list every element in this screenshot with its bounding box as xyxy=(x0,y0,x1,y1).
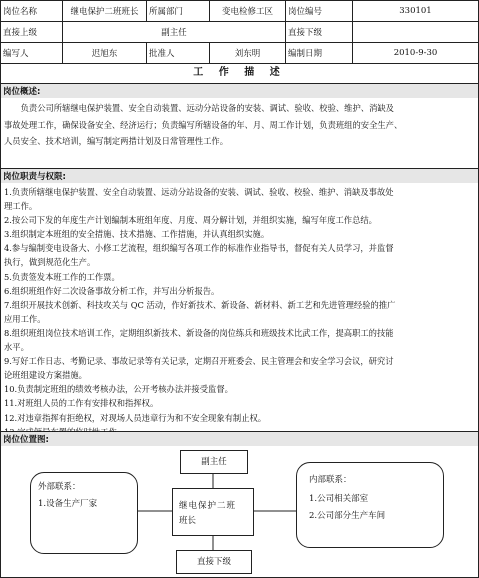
duty-line: 水平。 xyxy=(4,342,29,353)
duty-line: 执行，做到规范化生产。 xyxy=(4,257,96,268)
job-name-value: 继电保护二班班长 xyxy=(63,1,147,22)
job-id-value: 330101 xyxy=(353,1,479,22)
superior-box: 副主任 xyxy=(180,450,248,474)
position-chart-heading: 岗位位置图: xyxy=(1,432,478,446)
overview-line: 人员安全、技术培训，编写制定两措计划及日常管理性工作。 xyxy=(4,136,229,147)
position-chart-section xyxy=(0,432,479,578)
duty-line: 7.组织开展技术创新、科技攻关与 QC 活动，作好新技术、新设备、新材料、新工艺和先进管理经验的推广 xyxy=(4,299,396,310)
duty-line: 9.写好工作日志、考勤记录、事故记录等有关记录，定期召开班委会、民主管理会和安全学习会议，研究讨 xyxy=(4,356,394,367)
author-value: 迟旭东 xyxy=(63,43,147,64)
direct-subordinate-value xyxy=(353,22,479,43)
duty-line: 5.负责签发本班工作的工作票。 xyxy=(4,271,120,282)
approver-value: 刘东明 xyxy=(210,43,286,64)
header-row-3 xyxy=(1,43,479,64)
internal-contact-item: 2.公司部分生产车间 xyxy=(309,511,386,521)
header-row-1 xyxy=(1,1,479,22)
department-value: 变电检修工区 xyxy=(210,1,286,22)
duty-line: 应用工作。 xyxy=(4,313,46,324)
direct-superior-value: 副主任 xyxy=(63,22,286,43)
overview-line: 事故处理工作，确保设备安全、经济运行；负责编写所辖设备的年、月、周工作计划，负责班组的安全生产、 xyxy=(4,119,403,130)
external-contact-item: 1.设备生产厂家 xyxy=(38,499,98,509)
duty-line: 11.对班组人员的工作有安排权和指挥权。 xyxy=(4,398,159,409)
duty-line: 6.组织班组作好二次设备事故分析工作，并写出分析报告。 xyxy=(4,285,220,296)
duty-line: 论班组建设方案措施。 xyxy=(4,370,87,381)
duty-line: 2.按公司下发的年度生产计划编制本班组年度、月度、周分解计划，并组织实施，编写年度工作总结。 xyxy=(4,215,377,226)
duty-line: 8.组织班组岗位技术培训工作，定期组织新技术、新设备的岗位练兵和班级技术比武工作，提高职工的技能 xyxy=(4,327,394,338)
duty-line: 12.对违章指挥有拒绝权，对现场人员违章行为和不安全现象有制止权。 xyxy=(4,412,267,423)
date-label: 编制日期 xyxy=(286,43,353,64)
author-label: 编写人 xyxy=(1,43,63,64)
header-table xyxy=(0,0,479,64)
internal-contact-item: 1.公司相关部室 xyxy=(309,494,369,504)
position-name-line1: 继电保护二班 xyxy=(179,501,237,511)
subordinate-box: 直接下级 xyxy=(176,550,252,574)
department-label: 所属部门 xyxy=(147,1,210,22)
external-contacts-box xyxy=(30,472,138,554)
date-value: 2010-9-30 xyxy=(353,43,479,64)
duties-heading: 岗位职责与权限: xyxy=(1,169,478,183)
internal-contacts-title: 内部联系： xyxy=(309,475,352,485)
duty-line: 3.组织制定本班组的安全措施、技术措施、工作措施，并认真组织实施。 xyxy=(4,229,270,240)
duty-line: 理工作。 xyxy=(4,201,38,212)
direct-subordinate-label: 直接下级 xyxy=(286,22,353,43)
duty-line: 1.负责所辖继电保护装置、安全自动装置、远动分站设备的安装、调试、验收、校验、维护、消缺及事故处 xyxy=(4,187,394,197)
header-row-2 xyxy=(1,22,479,43)
work-description-title: 工 作 描 述 xyxy=(0,63,479,84)
duty-line: 4.参与编制变电设备大、小修工艺流程，组织编写各项工作的标准作业指导书，督促有关人员学习，并监督 xyxy=(4,243,394,254)
internal-contacts-box xyxy=(296,462,444,548)
duties-section xyxy=(0,169,479,432)
external-contacts-title: 外部联系： xyxy=(38,482,81,492)
job-name-label: 岗位名称 xyxy=(1,1,63,22)
duties-body xyxy=(1,183,478,439)
duty-line: 10.负责制定班组的绩效考核办法，公开考核办法并接受监督。 xyxy=(4,384,233,395)
overview-section xyxy=(0,84,479,169)
direct-superior-label: 直接上级 xyxy=(1,22,63,43)
job-id-label: 岗位编号 xyxy=(286,1,353,22)
overview-body xyxy=(1,98,478,150)
approver-label: 批准人 xyxy=(147,43,210,64)
overview-heading: 岗位概述: xyxy=(1,84,478,98)
overview-line: 负责公司所辖继电保护装置、安全自动装置、远动分站设备的安装、调试、验收、校验、维护、消缺及 xyxy=(20,103,394,113)
position-name-line2: 班长 xyxy=(179,516,197,526)
position-box xyxy=(172,488,254,536)
